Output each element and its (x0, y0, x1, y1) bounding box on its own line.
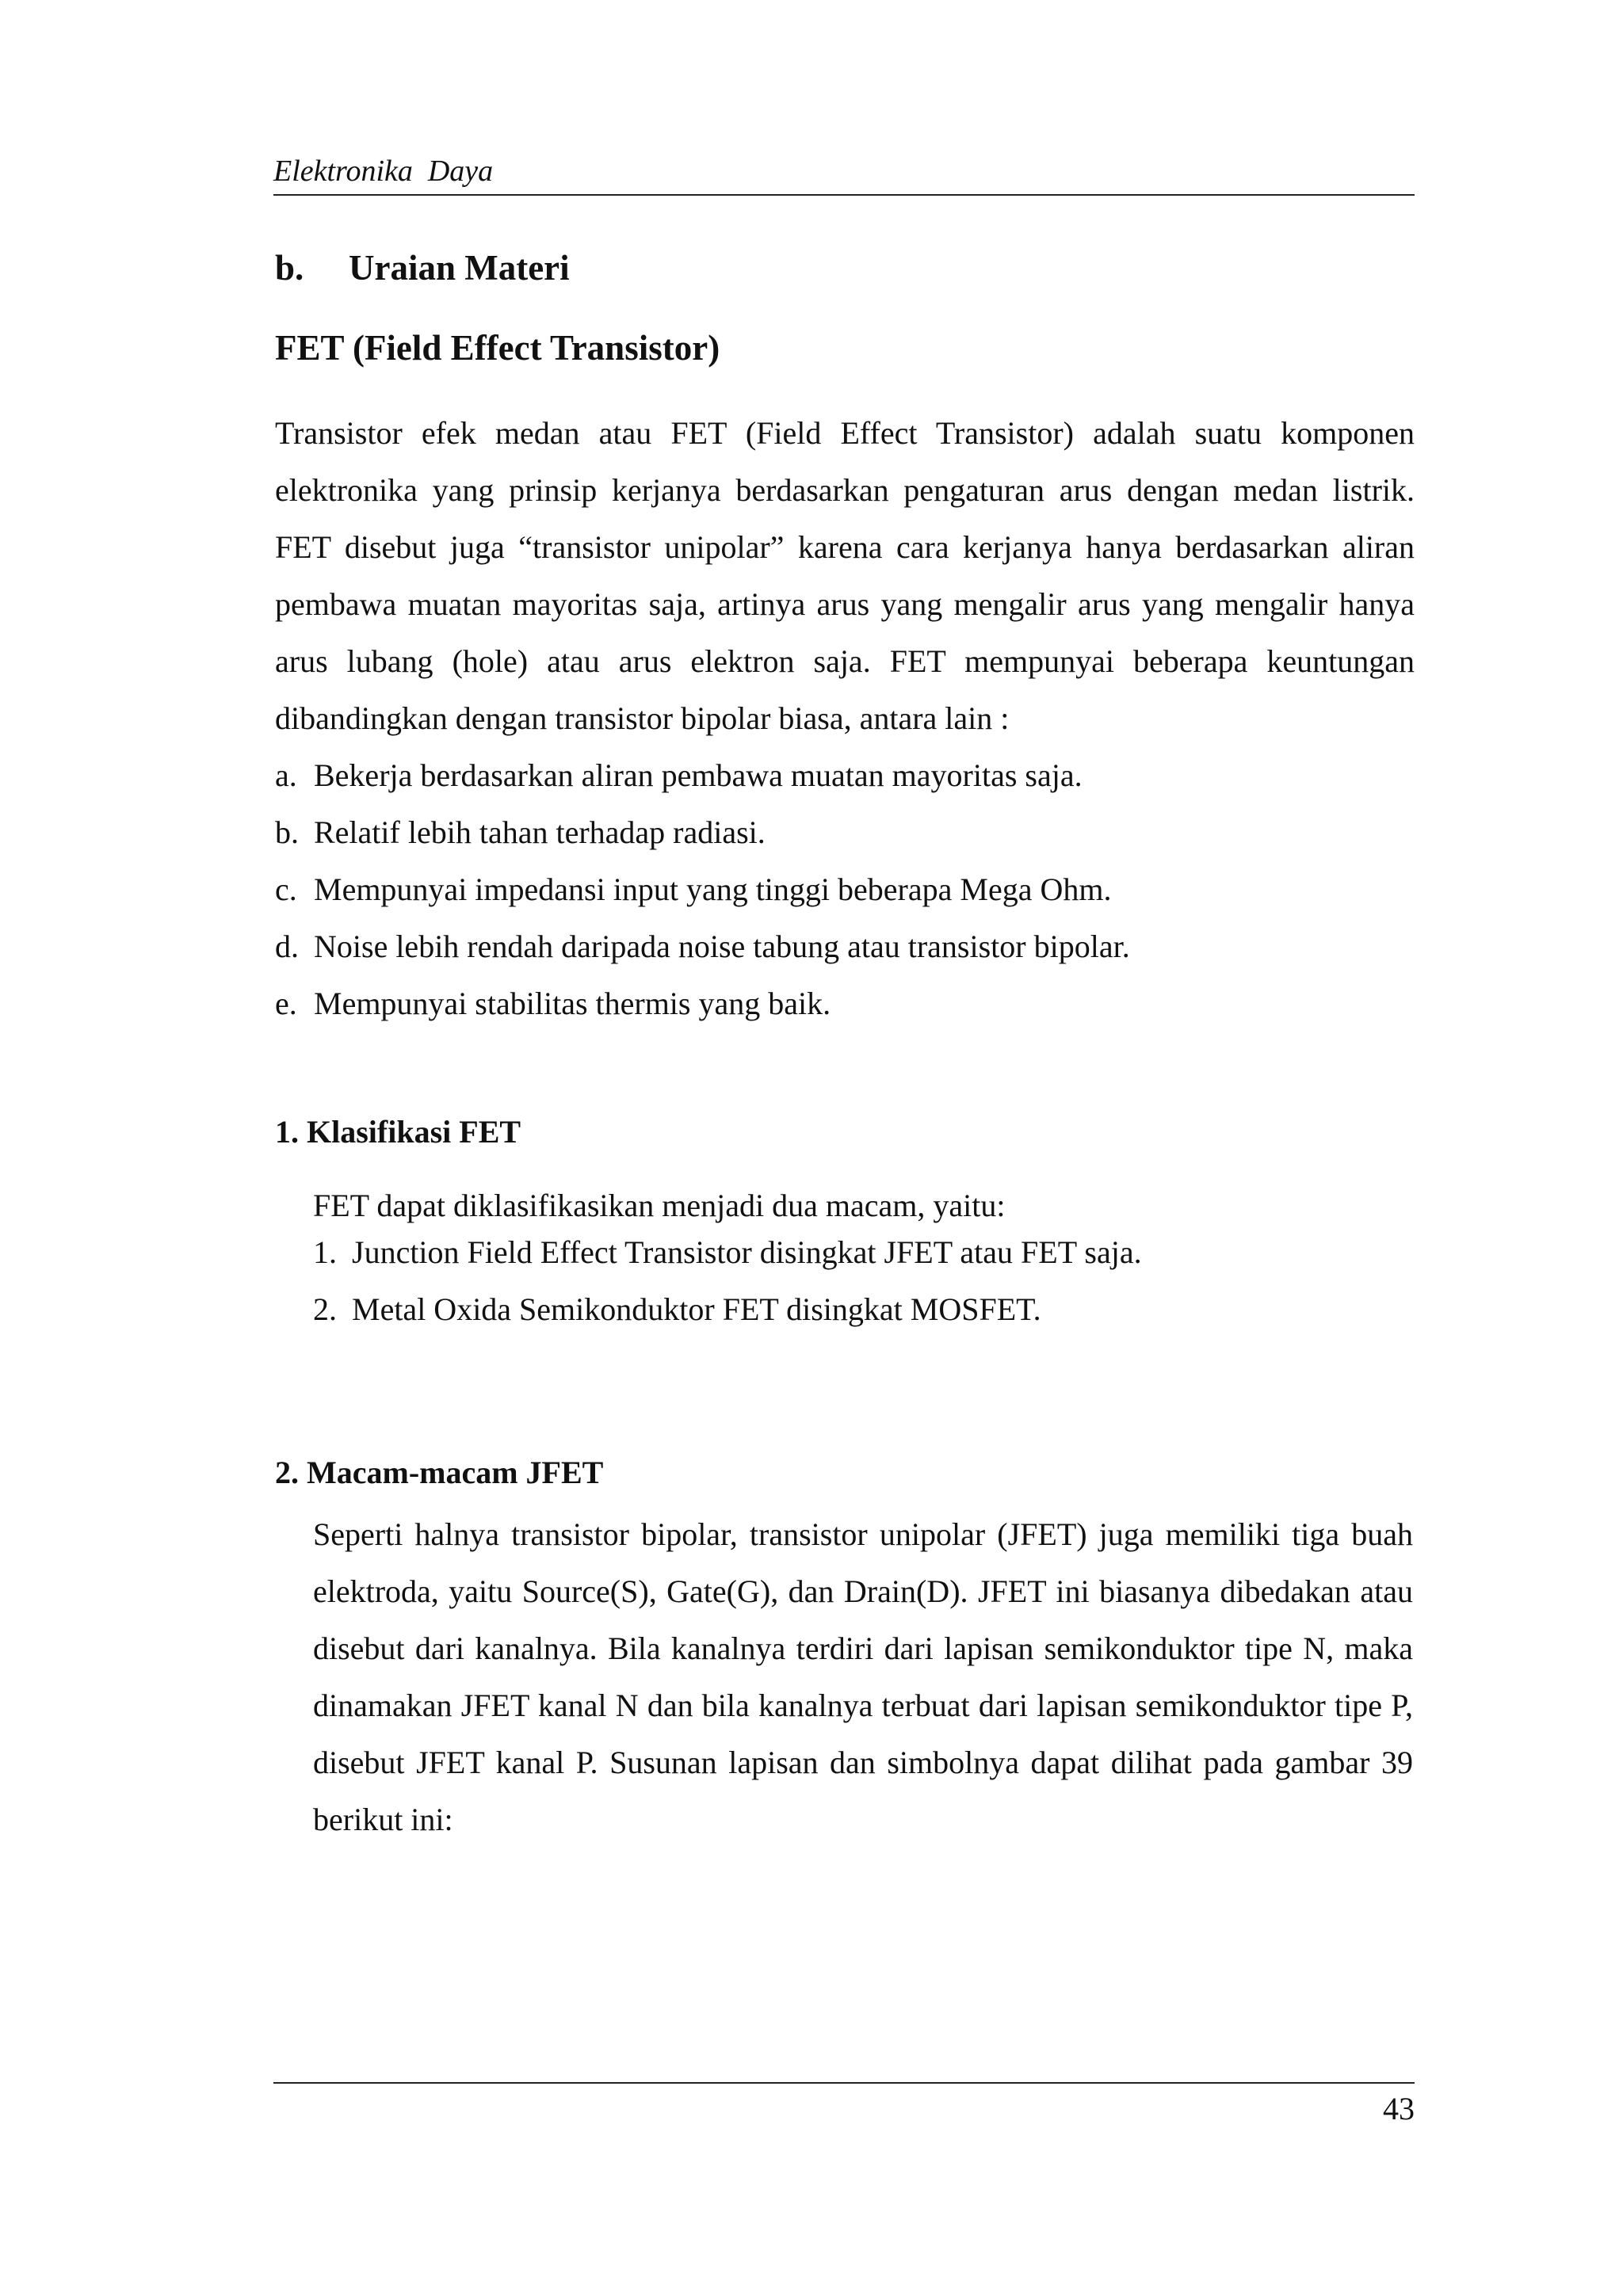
header-rule (273, 194, 1415, 196)
list-marker: 1. (313, 1234, 337, 1270)
page-number: 43 (1383, 2091, 1415, 2126)
intro-paragraph: Transistor efek medan atau FET (Field Effect Transistor) adalah suatu komponen elektronika yang prinsip kerjanya berdasarkan pengaturan arus dengan medan listrik. FET disebut juga “transistor unipolar” karena cara kerjanya hanya berdasarkan aliran pembawa muatan mayoritas saja, artinya arus yang mengalir arus yang mengalir hanya arus lubang (hole) atau arus elektron saja. FET mempunyai beberapa keuntungan dibandingkan dengan transistor bipolar biasa, antara lain : (275, 415, 1415, 736)
list-marker: 2. (313, 1291, 337, 1327)
list-item-text: Metal Oxida Semikonduktor FET disingkat MOSFET. (352, 1291, 1041, 1327)
list-item-text: Mempunyai impedansi input yang tinggi beberapa Mega Ohm. (314, 871, 1112, 907)
list-item (275, 861, 1130, 918)
topic-heading: FET (Field Effect Transistor) (275, 328, 720, 368)
list-marker: e. (275, 986, 297, 1021)
list-item (275, 804, 1130, 861)
list-item-text: Bekerja berdasarkan aliran pembawa muatan mayoritas saja. (314, 757, 1083, 793)
section-title: Uraian Materi (349, 248, 570, 288)
list-item-text: Junction Field Effect Transistor disingkat JFET atau FET saja. (352, 1234, 1142, 1270)
classification-list (313, 1224, 1142, 1338)
subsection-heading-macam-jfet: 2. Macam-macam JFET (275, 1455, 604, 1490)
list-item (275, 918, 1130, 975)
list-marker: b. (275, 814, 299, 850)
list-item (275, 747, 1130, 804)
list-marker: c. (275, 871, 297, 907)
list-item-text: Mempunyai stabilitas thermis yang baik. (314, 986, 831, 1021)
running-header (273, 155, 1415, 187)
list-item-text: Relatif lebih tahan terhadap radiasi. (314, 814, 766, 850)
footer-rule (273, 2082, 1415, 2084)
jfet-paragraph: Seperti halnya transistor bipolar, transistor unipolar (JFET) juga memiliki tiga buah elektroda, yaitu Source(S), Gate(G), dan Drain(D). JFET ini biasanya dibedakan atau disebut dari kanalnya. Bila kanalnya terdiri dari lapisan semikonduktor tipe N, maka dinamakan JFET kanal N dan bila kanalnya terbuat dari lapisan semikonduktor tipe P, disebut JFET kanal P. Susunan lapisan dan simbolnya dapat dilihat pada gambar 39 berikut ini: (313, 1516, 1413, 1837)
running-header-title: Elektronika Daya (273, 154, 494, 188)
list-marker: d. (275, 929, 299, 964)
list-marker: a. (275, 757, 297, 793)
list-item-text: Noise lebih rendah daripada noise tabung atau transistor bipolar. (314, 929, 1130, 964)
list-item (313, 1224, 1142, 1281)
section-heading (275, 247, 570, 288)
advantages-list (275, 747, 1130, 1032)
section-number: b. (275, 248, 304, 288)
classification-intro: FET dapat diklasifikasikan menjadi dua macam, yaitu: (313, 1188, 1006, 1223)
subsection-heading-klasifikasi: 1. Klasifikasi FET (275, 1114, 521, 1150)
list-item (275, 975, 1130, 1032)
list-item (313, 1281, 1142, 1338)
